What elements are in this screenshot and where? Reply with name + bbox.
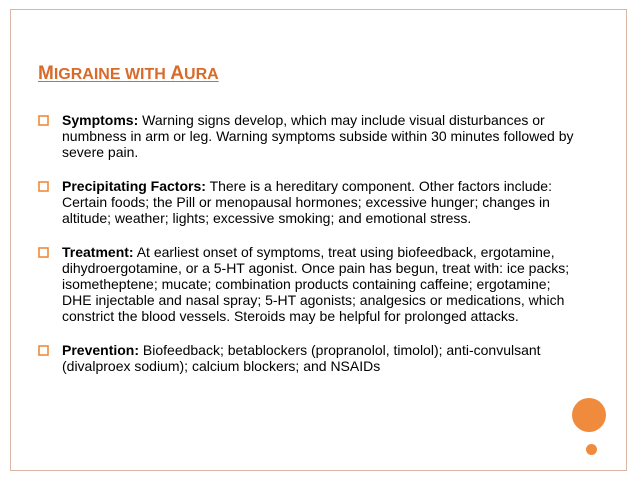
title-first-cap: M <box>38 63 54 84</box>
orange-dot-icon <box>586 444 597 455</box>
bullet-prevention <box>38 342 578 374</box>
bullet-list <box>38 112 578 392</box>
title-last-cap: A <box>170 63 185 84</box>
bullet-label: Symptoms: <box>62 112 139 128</box>
bullet-label: Treatment: <box>62 244 134 260</box>
bullet-body: Biofeedback; betablockers (propranolol, timolol); anti-convulsant (divalproex sodium); calcium blockers; and NSAIDs <box>62 342 541 374</box>
hollow-square-bullet-icon <box>38 345 49 356</box>
bullet-text <box>62 178 552 226</box>
hollow-square-bullet-icon <box>38 115 49 126</box>
bullet-text <box>62 112 574 160</box>
hollow-square-bullet-icon <box>38 247 49 258</box>
bullet-treatment <box>38 244 578 324</box>
bullet-body: At earliest onset of symptoms, treat using biofeedback, ergotamine, dihydroergotamine, or a 5-HT agonist. Once pain has begun, treat with: ice packs; isometheptene; mucate; combination products containing caffeine; ergotamine; DHE injectable and nasal spray; 5-HT agonists; analgesics or medications, which constrict the blood vessels. Steroids may be helpful for prolonged attacks. <box>62 244 570 324</box>
bullet-precipitating-factors <box>38 178 578 226</box>
orange-circle-icon <box>572 398 606 432</box>
hollow-square-bullet-icon <box>38 181 49 192</box>
slide-title <box>38 64 219 85</box>
bullet-body: Warning signs develop, which may include visual disturbances or numbness in arm or leg. Warning symptoms subside within 30 minutes followed by severe pain. <box>62 112 574 160</box>
title-middle: WITH <box>124 66 166 83</box>
title-first-rest: IGRAINE <box>53 66 121 83</box>
title-last-rest: URA <box>184 66 219 83</box>
bullet-symptoms <box>38 112 578 160</box>
bullet-text <box>62 342 541 374</box>
bullet-text <box>62 244 569 324</box>
bullet-label: Precipitating Factors: <box>62 178 206 194</box>
bullet-label: Prevention: <box>62 342 140 358</box>
bullet-body: There is a hereditary component. Other factors include: Certain foods; the Pill or menopausal hormones; excessive hunger; changes in altitude; weather; lights; excessive smoking; and emotional stress. <box>62 178 552 226</box>
